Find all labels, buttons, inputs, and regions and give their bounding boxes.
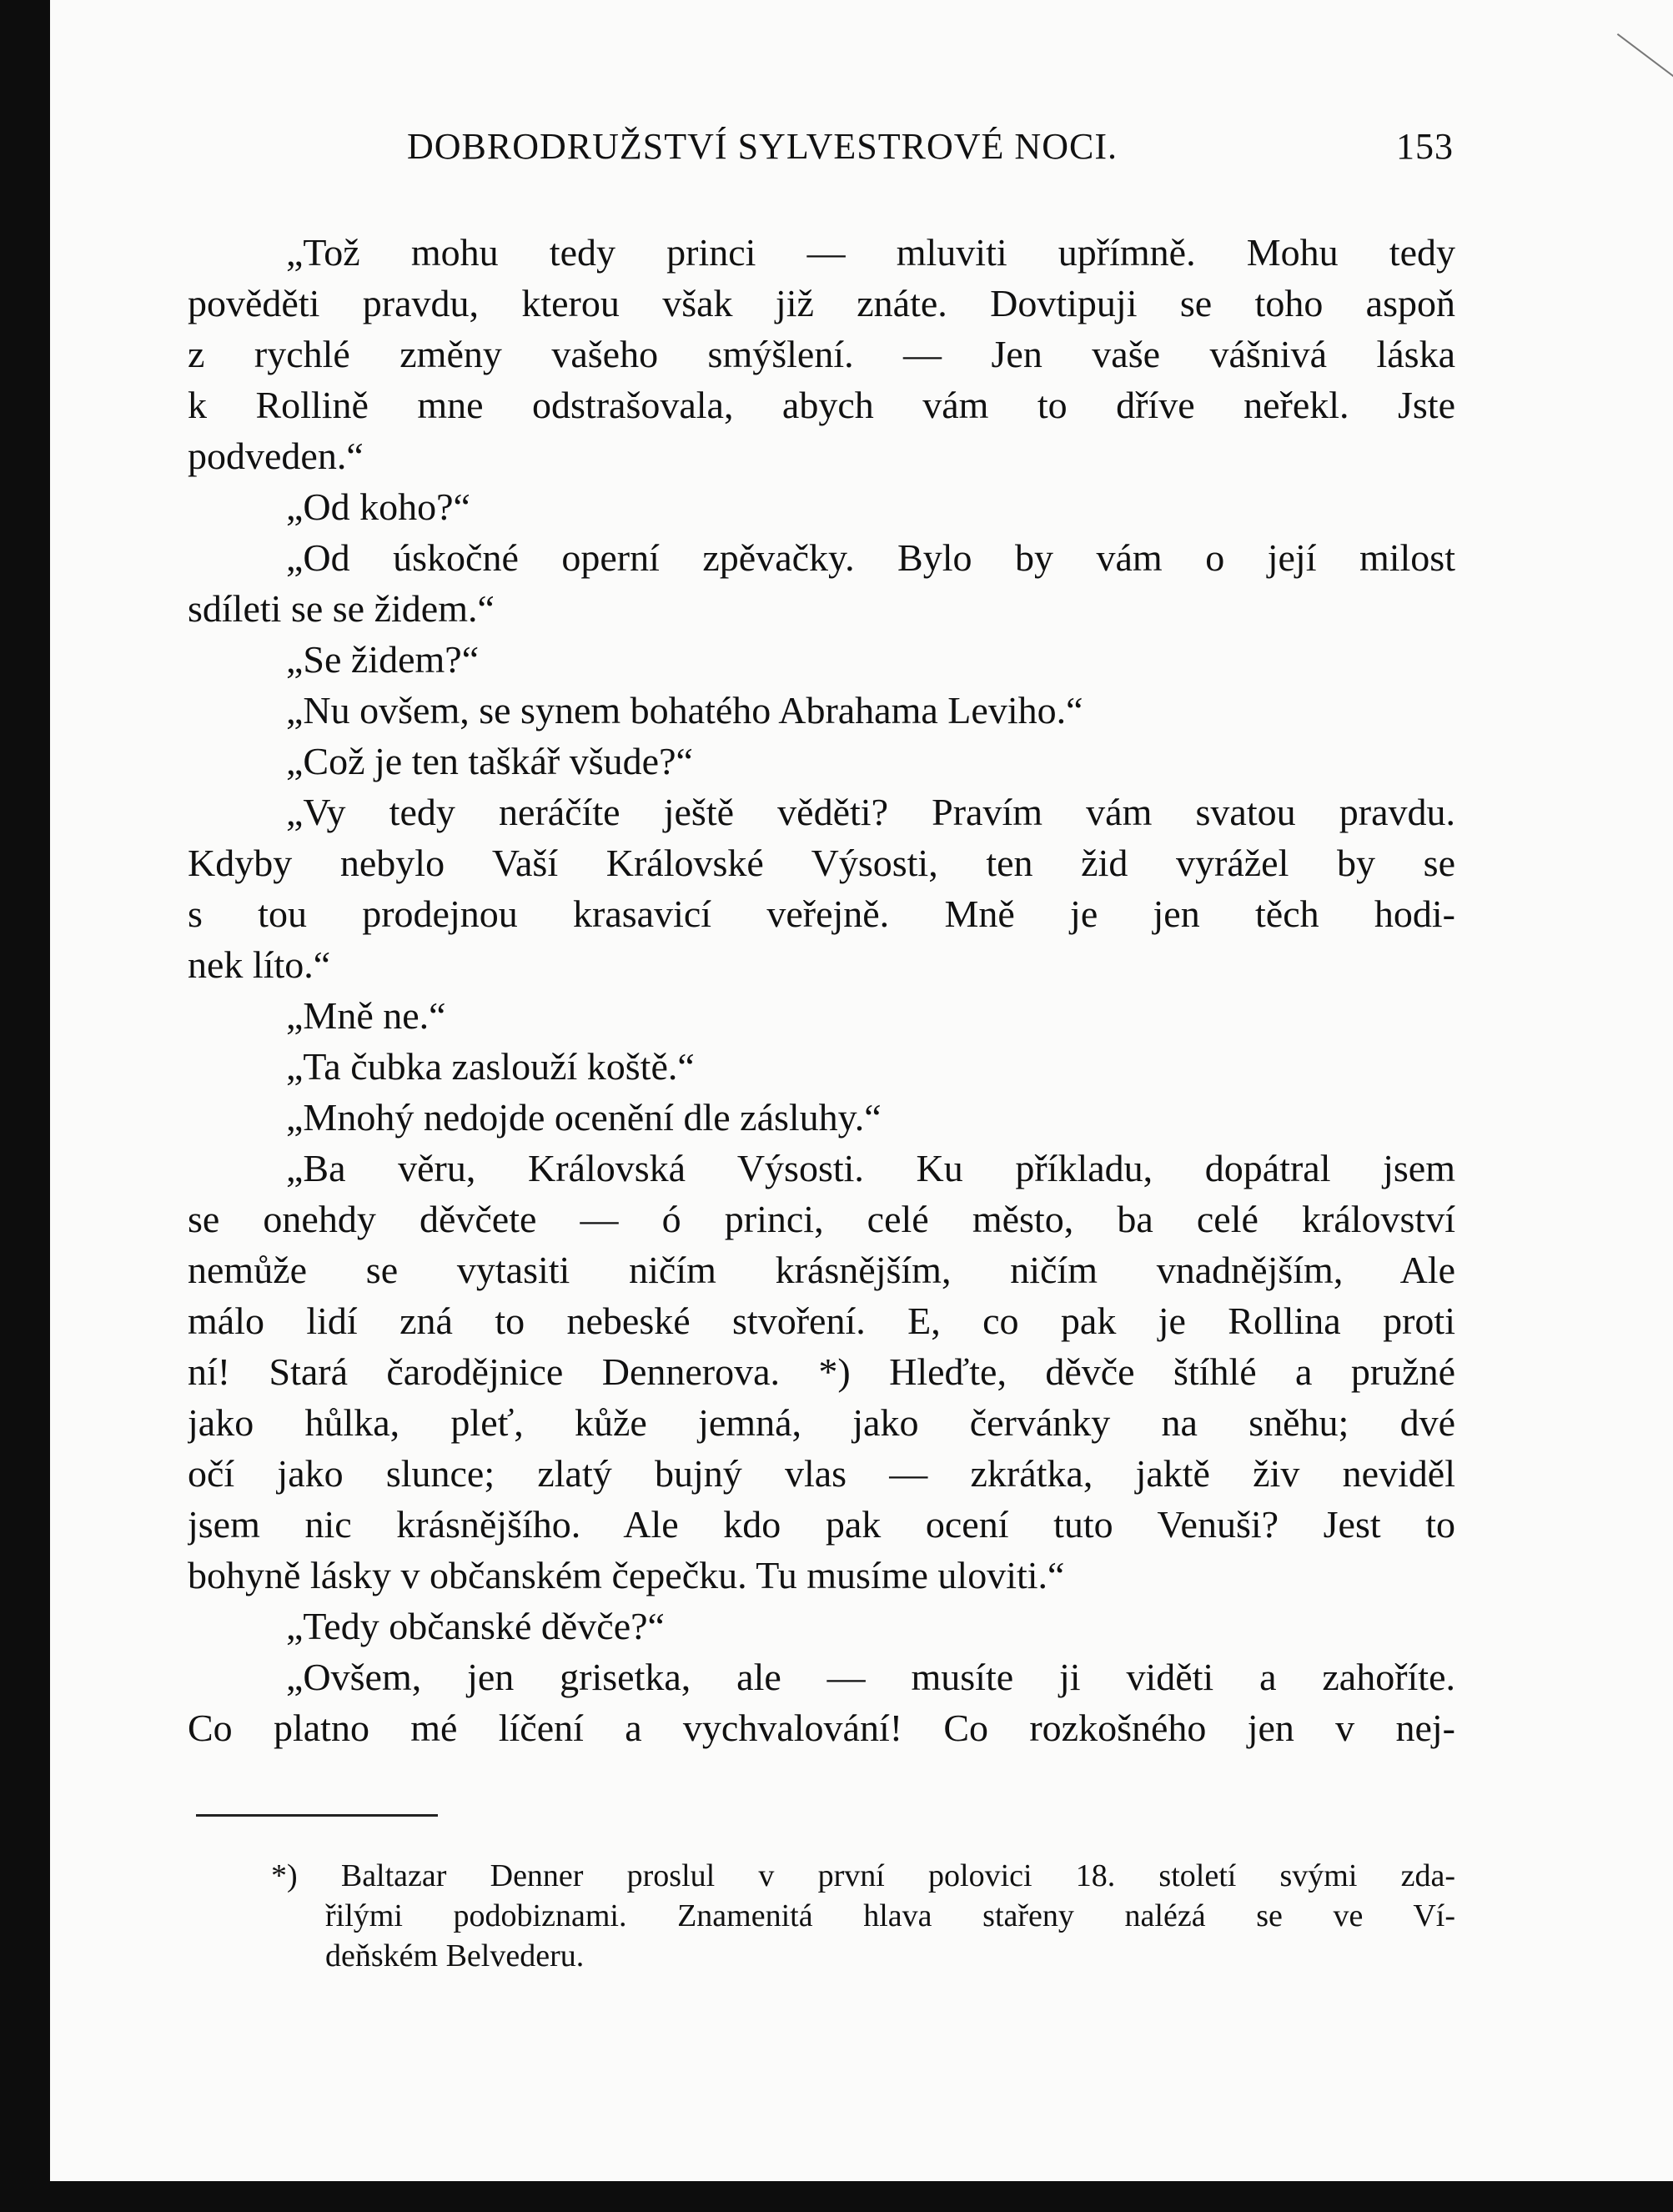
footnote-line: řilými podobiznami. Znamenitá hlava stařeny nalézá se ve Ví- xyxy=(325,1898,1455,1933)
scan-border-left xyxy=(0,0,50,2212)
text-line: Co platno mé líčení a vychvalování! Co rozkošného jen v nej- xyxy=(188,1707,1455,1749)
text-line: „Se židem?“ xyxy=(286,638,480,681)
text-line: nek líto.“ xyxy=(188,943,331,986)
page-number: 153 xyxy=(1396,126,1454,167)
text-line: „Vy tedy neráčíte ještě věděti? Pravím vám svatou pravdu. xyxy=(286,791,1455,833)
text-line: „Mnohý nedojde ocenění dle zásluhy.“ xyxy=(286,1096,882,1139)
text-line: se onehdy děvčete — ó princi, celé město, ba celé království xyxy=(188,1198,1455,1240)
text-line: „Od úskočné operní zpěvačky. Bylo by vám o její milost xyxy=(286,536,1455,579)
text-line: jsem nic krásnějšího. Ale kdo pak ocení tuto Venuši? Jest to xyxy=(188,1503,1455,1546)
text-line: ní! Stará čarodějnice Dennerova. *) Hleďte, děvče štíhlé a pružné xyxy=(188,1350,1455,1393)
text-line: „Ovšem, jen grisetka, ale — musíte ji viděti a zahoříte. xyxy=(286,1656,1455,1698)
text-line: „Nu ovšem, se synem bohatého Abrahama Leviho.“ xyxy=(286,689,1083,731)
text-line: z rychlé změny vašeho smýšlení. — Jen vaše vášnivá láska xyxy=(188,333,1455,375)
body-text xyxy=(188,227,1455,1753)
running-header xyxy=(407,125,1454,175)
text-line: málo lidí zná to nebeské stvoření. E, co pak je Rollina proti xyxy=(188,1300,1455,1342)
text-line: podveden.“ xyxy=(188,435,364,477)
text-line: Kdyby nebylo Vaší Královské Výsosti, ten žid vyrážel by se xyxy=(188,842,1455,884)
footnote xyxy=(271,1856,1455,1976)
footnote-line: deňském Belvederu. xyxy=(325,1938,585,1973)
footnote-line: *) Baltazar Denner proslul v první polovici 18. století svými zda- xyxy=(271,1858,1455,1893)
text-line: „Tedy občanské děvče?“ xyxy=(286,1605,665,1647)
text-line: „Ta čubka zaslouží koště.“ xyxy=(286,1045,695,1088)
text-line: „Mně ne.“ xyxy=(286,994,446,1037)
text-line: sdíleti se se židem.“ xyxy=(188,587,495,630)
text-line: jako hůlka, pleť, kůže jemná, jako červánky na sněhu; dvé xyxy=(188,1401,1455,1444)
text-line: bohyně lásky v občanském čepečku. Tu musíme uloviti.“ xyxy=(188,1554,1065,1596)
footnote-separator xyxy=(196,1814,438,1817)
text-line: „Ba věru, Královská Výsosti. Ku příkladu, dopátral jsem xyxy=(286,1147,1455,1189)
text-line: „Od koho?“ xyxy=(286,485,470,528)
text-line: pověděti pravdu, kterou však již znáte. Dovtipuji se toho aspoň xyxy=(188,282,1455,324)
text-line: „Což je ten taškář všude?“ xyxy=(286,740,693,782)
text-line: k Rollině mne odstrašovala, abych vám to dříve neřekl. Jste xyxy=(188,384,1455,426)
running-title: DOBRODRUŽSTVÍ SYLVESTROVÉ NOCI. xyxy=(407,126,1118,167)
page-corner-fold xyxy=(1617,33,1673,130)
text-line: nemůže se vytasiti ničím krásnějším, ničím vnadnějším, Ale xyxy=(188,1249,1455,1291)
scan-border-bottom xyxy=(0,2181,1673,2212)
text-line: s tou prodejnou krasavicí veřejně. Mně je jen těch hodi- xyxy=(188,892,1455,935)
text-line: očí jako slunce; zlatý bujný vlas — zkrátka, jaktě živ neviděl xyxy=(188,1452,1455,1495)
text-line: „Tož mohu tedy princi — mluviti upřímně. Mohu tedy xyxy=(286,231,1455,274)
